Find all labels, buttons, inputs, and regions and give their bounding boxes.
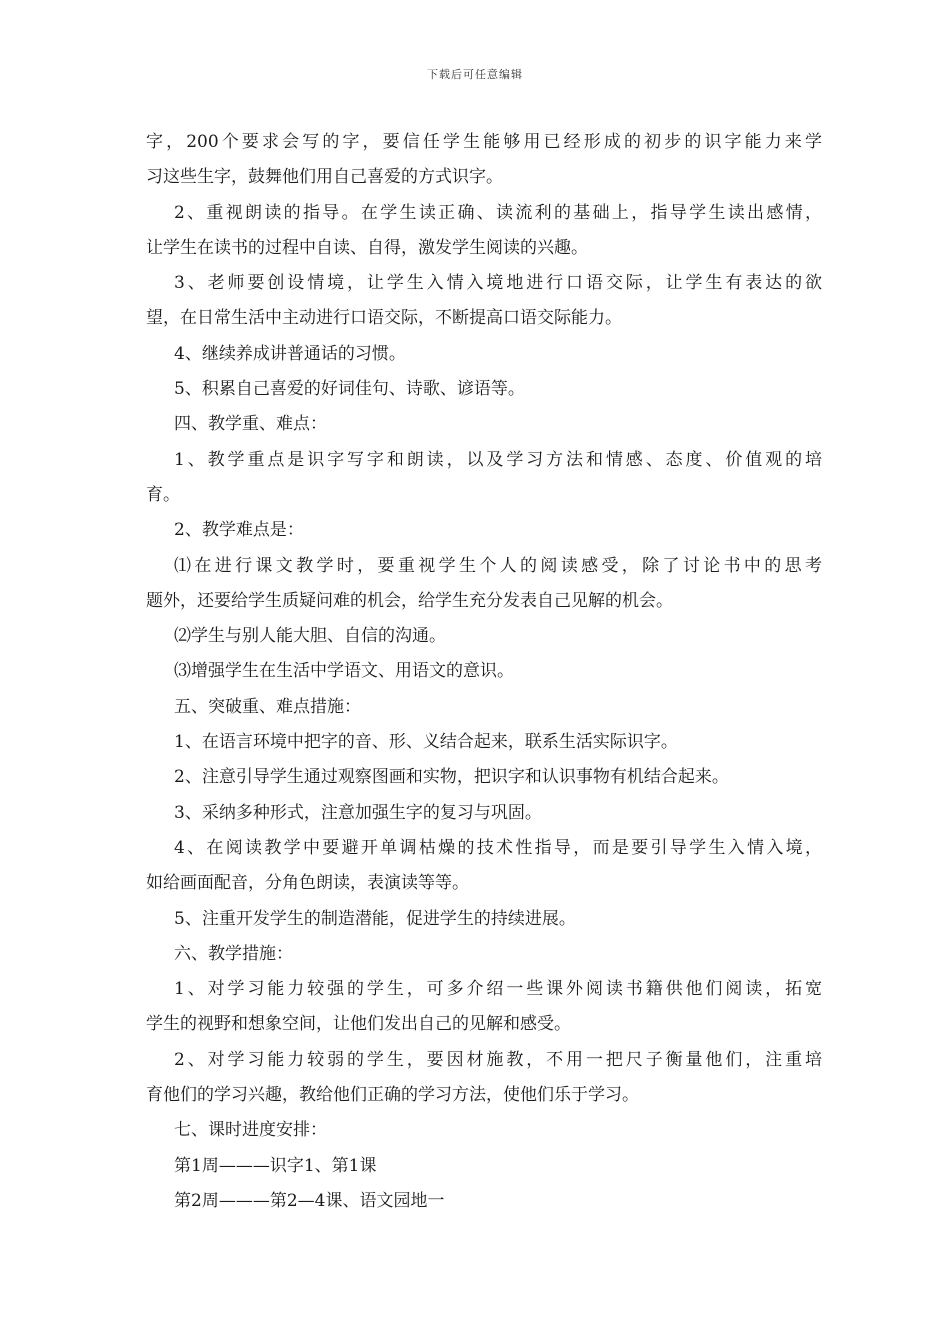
text-line: 育他们的学习兴趣，教给他们正确的学习方法，使他们乐于学习。: [146, 1085, 639, 1106]
text-line: 5、积累自己喜爱的好词佳句、诗歌、谚语等。: [174, 379, 525, 400]
text-line: 让学生在读书的过程中自读、自得，激发学生阅读的兴趣。: [146, 237, 588, 258]
text-line: 习这些生字，鼓舞他们用自己喜爱的方式识字。: [146, 167, 503, 188]
text-line: 2、教学难点是：: [174, 520, 304, 541]
section-heading: 七、课时进度安排：: [174, 1120, 327, 1141]
text-line: 望，在日常生活中主动进行口语交际，不断提高口语交际能力。: [146, 308, 622, 329]
text-line: ⑵学生与别人能大胆、自信的沟通。: [174, 626, 446, 647]
schedule-line: 第1周———识字1、第1课: [174, 1155, 377, 1176]
page-header: 下载后可任意编辑: [427, 68, 523, 81]
text-line: 1、对学习能力较强的学生，可多介绍一些课外阅读书籍供他们阅读，拓宽: [174, 979, 822, 1000]
section-heading: 六、教学措施：: [174, 943, 293, 964]
text-line: 如给画面配音，分角色朗读，表演读等等。: [146, 873, 469, 894]
text-line: 4、继续养成讲普通话的习惯。: [174, 343, 406, 364]
text-line: 育。: [146, 484, 180, 505]
text-line: 2、重视朗读的指导。在学生读正确、读流利的基础上，指导学生读出感情，: [174, 202, 822, 223]
schedule-line: 第2周———第2—4课、语文园地一: [174, 1190, 445, 1211]
text-line: 1、在语言环境中把字的音、形、义结合起来，联系生活实际识字。: [174, 732, 678, 753]
text-line: 2、对学习能力较弱的学生，要因材施教，不用一把尺子衡量他们，注重培: [174, 1049, 822, 1070]
text-line: ⑴在进行课文教学时，要重视学生个人的阅读感受，除了讨论书中的思考: [174, 555, 822, 576]
text-line: 1、教学重点是识字写字和朗读，以及学习方法和情感、态度、价值观的培: [174, 449, 822, 470]
text-line: ⑶增强学生在生活中学语文、用语文的意识。: [174, 661, 514, 682]
text-line: 2、注意引导学生通过观察图画和实物，把识字和认识事物有机结合起来。: [174, 767, 729, 788]
text-line: 题外，还要给学生质疑问难的机会，给学生充分发表自己见解的机会。: [146, 590, 673, 611]
section-heading: 四、教学重、难点：: [174, 414, 327, 435]
section-heading: 五、突破重、难点措施：: [174, 696, 361, 717]
text-line: 学生的视野和想象空间，让他们发出自己的见解和感受。: [146, 1014, 571, 1035]
text-line: 字，200个要求会写的字，要信任学生能够用已经形成的初步的识字能力来学: [146, 132, 822, 152]
text-line: 3、老师要创设情境，让学生入情入境地进行口语交际，让学生有表达的欲: [174, 273, 822, 294]
text-line: 4、在阅读教学中要避开单调枯燥的技术性指导，而是要引导学生入情入境，: [174, 837, 822, 858]
text-line: 5、注重开发学生的制造潜能，促进学生的持续进展。: [174, 908, 576, 929]
document-body: [146, 125, 822, 1219]
text-line: 3、采纳多种形式，注意加强生字的复习与巩固。: [174, 802, 542, 823]
